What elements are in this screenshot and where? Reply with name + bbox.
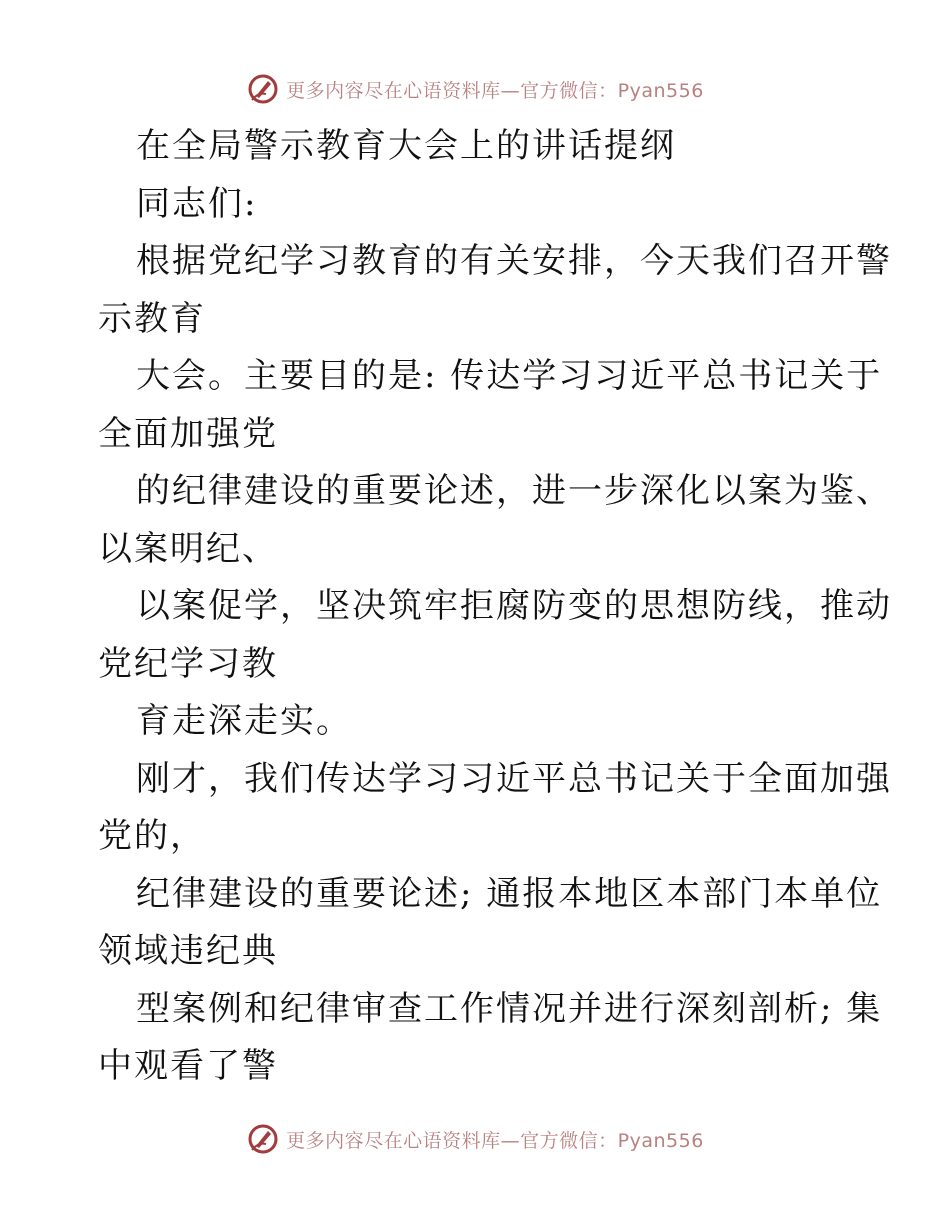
header-watermark	[0, 72, 950, 106]
text-line: 领域违纪典	[98, 931, 278, 971]
watermark-text: 更多内容尽在心语资料库—官方微信：Pyan556	[286, 1129, 704, 1152]
text-line: 以案促学，坚决筑牢拒腐防变的思想防线，推动	[136, 586, 892, 626]
text-line: 的纪律建设的重要论述，进一步深化以案为鉴、	[136, 471, 892, 511]
text-line: 以案明纪、	[98, 528, 278, 569]
watermark-text: 更多内容尽在心语资料库—官方微信：Pyan556	[286, 79, 704, 102]
text-line: 刚才，我们传达学习习近平总书记关于全面加强	[136, 758, 892, 799]
footer-watermark	[0, 1122, 950, 1156]
text-line: 纪律建设的重要论述; 通报本地区本部门本单位	[136, 873, 883, 914]
pen-seal-icon	[246, 72, 280, 106]
text-line: 型案例和纪律审查工作情况并进行深刻剖析; 集	[136, 988, 883, 1029]
text-line: 大会。主要目的是: 传达学习习近平总书记关于	[136, 356, 883, 396]
document-body	[98, 118, 892, 1096]
text-line: 育走深走实。	[136, 701, 352, 741]
pen-seal-icon	[246, 1122, 280, 1156]
text-line: 在全局警示教育大会上的讲话提纲	[136, 126, 676, 166]
text-line: 党的，	[98, 816, 206, 856]
text-line: 同志们:	[136, 183, 258, 224]
text-line: 中观看了警	[98, 1046, 278, 1086]
text-line: 示教育	[98, 298, 206, 339]
text-line: 全面加强党	[98, 413, 278, 454]
text-line: 党纪学习教	[98, 643, 278, 684]
text-line: 根据党纪学习教育的有关安排，今天我们召开警	[136, 241, 892, 281]
